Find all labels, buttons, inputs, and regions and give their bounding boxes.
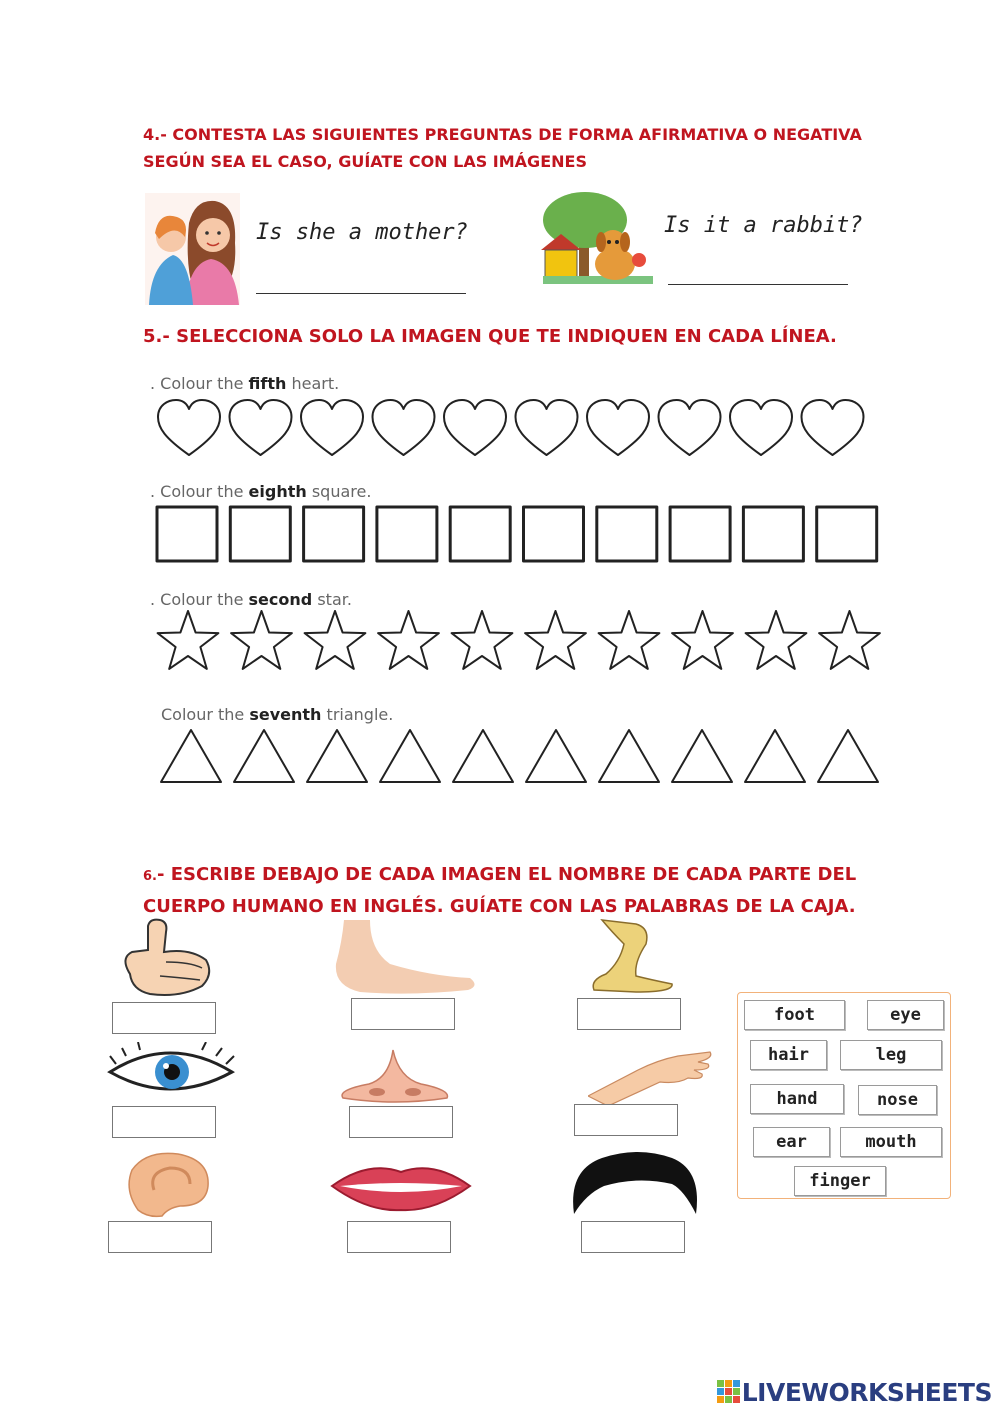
heart-7[interactable]	[587, 400, 649, 455]
square-1[interactable]	[157, 507, 217, 561]
instruction-stars: . Colour the second star.	[150, 590, 352, 609]
liveworksheets-wordmark: LIVEWORKSHEETS	[741, 1377, 992, 1407]
square-6[interactable]	[524, 507, 584, 561]
eye-icon	[106, 1042, 236, 1098]
square-3[interactable]	[304, 507, 364, 561]
answer-line-mother[interactable]	[256, 293, 466, 294]
triangle-7[interactable]	[599, 730, 659, 782]
heart-2[interactable]	[230, 400, 292, 455]
answer-box-eye[interactable]	[112, 1106, 216, 1138]
triangle-9[interactable]	[745, 730, 805, 782]
square-2[interactable]	[230, 507, 290, 561]
leg-icon	[576, 918, 676, 994]
section-5-heading: 5.- SELECCIONA SOLO LA IMAGEN QUE TE INDIQUEN EN CADA LÍNEA.	[143, 326, 837, 347]
ear-icon	[118, 1150, 214, 1218]
triangle-8[interactable]	[672, 730, 732, 782]
square-4[interactable]	[377, 507, 437, 561]
triangle-2[interactable]	[234, 730, 294, 782]
star-10[interactable]	[819, 611, 880, 669]
word-chip-mouth: mouth	[840, 1127, 942, 1157]
star-5[interactable]	[452, 611, 513, 669]
dog-park-icon	[535, 190, 653, 300]
answer-box-ear[interactable]	[108, 1221, 212, 1253]
heart-3[interactable]	[301, 400, 363, 455]
mother-child-icon	[145, 193, 240, 305]
stars-row	[155, 610, 885, 672]
heart-1[interactable]	[158, 400, 220, 455]
squares-row	[155, 505, 880, 565]
section-4-heading: 4.- CONTESTA LAS SIGUIENTES PREGUNTAS DE FORMA AFIRMATIVA O NEGATIVA SEGÚN SEA EL CASO, GUÍATE CON LAS IMÁGENES	[143, 125, 862, 171]
square-7[interactable]	[597, 507, 657, 561]
triangle-3[interactable]	[307, 730, 367, 782]
liveworksheets-logo-icon	[716, 1379, 742, 1405]
triangle-1[interactable]	[161, 730, 221, 782]
liveworksheets-logo	[716, 1376, 992, 1408]
answer-box-nose[interactable]	[349, 1106, 453, 1138]
answer-box-hair[interactable]	[581, 1221, 685, 1253]
instruction-triangles: Colour the seventh triangle.	[161, 705, 394, 724]
star-6[interactable]	[525, 611, 586, 669]
foot-icon	[330, 920, 480, 996]
question-mother: Is she a mother?	[256, 220, 468, 245]
star-3[interactable]	[305, 611, 366, 669]
instruction-hearts: . Colour the fifth heart.	[150, 374, 340, 393]
finger-icon	[110, 918, 218, 998]
hair-icon	[568, 1150, 702, 1216]
word-chip-leg: leg	[840, 1040, 942, 1070]
hand-icon	[588, 1040, 713, 1106]
square-5[interactable]	[450, 507, 510, 561]
triangles-row	[158, 728, 888, 786]
heart-8[interactable]	[659, 400, 721, 455]
question-rabbit: Is it a rabbit?	[664, 213, 863, 238]
section-6-heading: 6.- ESCRIBE DEBAJO DE CADA IMAGEN EL NOMBRE DE CADA PARTE DEL CUERPO HUMANO EN INGLÉS. GUÍATE CON LAS PALABRAS DE LA CAJA.	[143, 864, 857, 917]
square-10[interactable]	[817, 507, 877, 561]
star-1[interactable]	[158, 611, 219, 669]
answer-box-finger[interactable]	[112, 1002, 216, 1034]
answer-box-mouth[interactable]	[347, 1221, 451, 1253]
heart-10[interactable]	[802, 400, 864, 455]
triangle-5[interactable]	[453, 730, 513, 782]
square-8[interactable]	[670, 507, 730, 561]
star-8[interactable]	[672, 611, 733, 669]
heart-5[interactable]	[444, 400, 506, 455]
star-4[interactable]	[378, 611, 439, 669]
instruction-squares: . Colour the eighth square.	[150, 482, 372, 501]
triangle-6[interactable]	[526, 730, 586, 782]
word-chip-ear: ear	[753, 1127, 830, 1157]
heart-4[interactable]	[373, 400, 435, 455]
answer-box-foot[interactable]	[351, 998, 455, 1030]
word-chip-hair: hair	[750, 1040, 827, 1070]
word-chip-foot: foot	[744, 1000, 845, 1030]
heart-9[interactable]	[730, 400, 792, 455]
word-chip-eye: eye	[867, 1000, 944, 1030]
hearts-row	[155, 396, 870, 458]
square-9[interactable]	[743, 507, 803, 561]
nose-icon	[335, 1048, 455, 1104]
mouth-icon	[328, 1158, 474, 1214]
triangle-4[interactable]	[380, 730, 440, 782]
heart-6[interactable]	[516, 400, 578, 455]
word-box	[737, 992, 951, 1199]
answer-line-rabbit[interactable]	[668, 284, 848, 285]
triangle-10[interactable]	[818, 730, 878, 782]
word-chip-nose: nose	[858, 1085, 937, 1115]
word-chip-hand: hand	[750, 1084, 844, 1114]
star-7[interactable]	[599, 611, 660, 669]
word-chip-finger: finger	[794, 1166, 886, 1196]
star-2[interactable]	[231, 611, 292, 669]
star-9[interactable]	[746, 611, 807, 669]
answer-box-leg[interactable]	[577, 998, 681, 1030]
answer-box-hand[interactable]	[574, 1104, 678, 1136]
